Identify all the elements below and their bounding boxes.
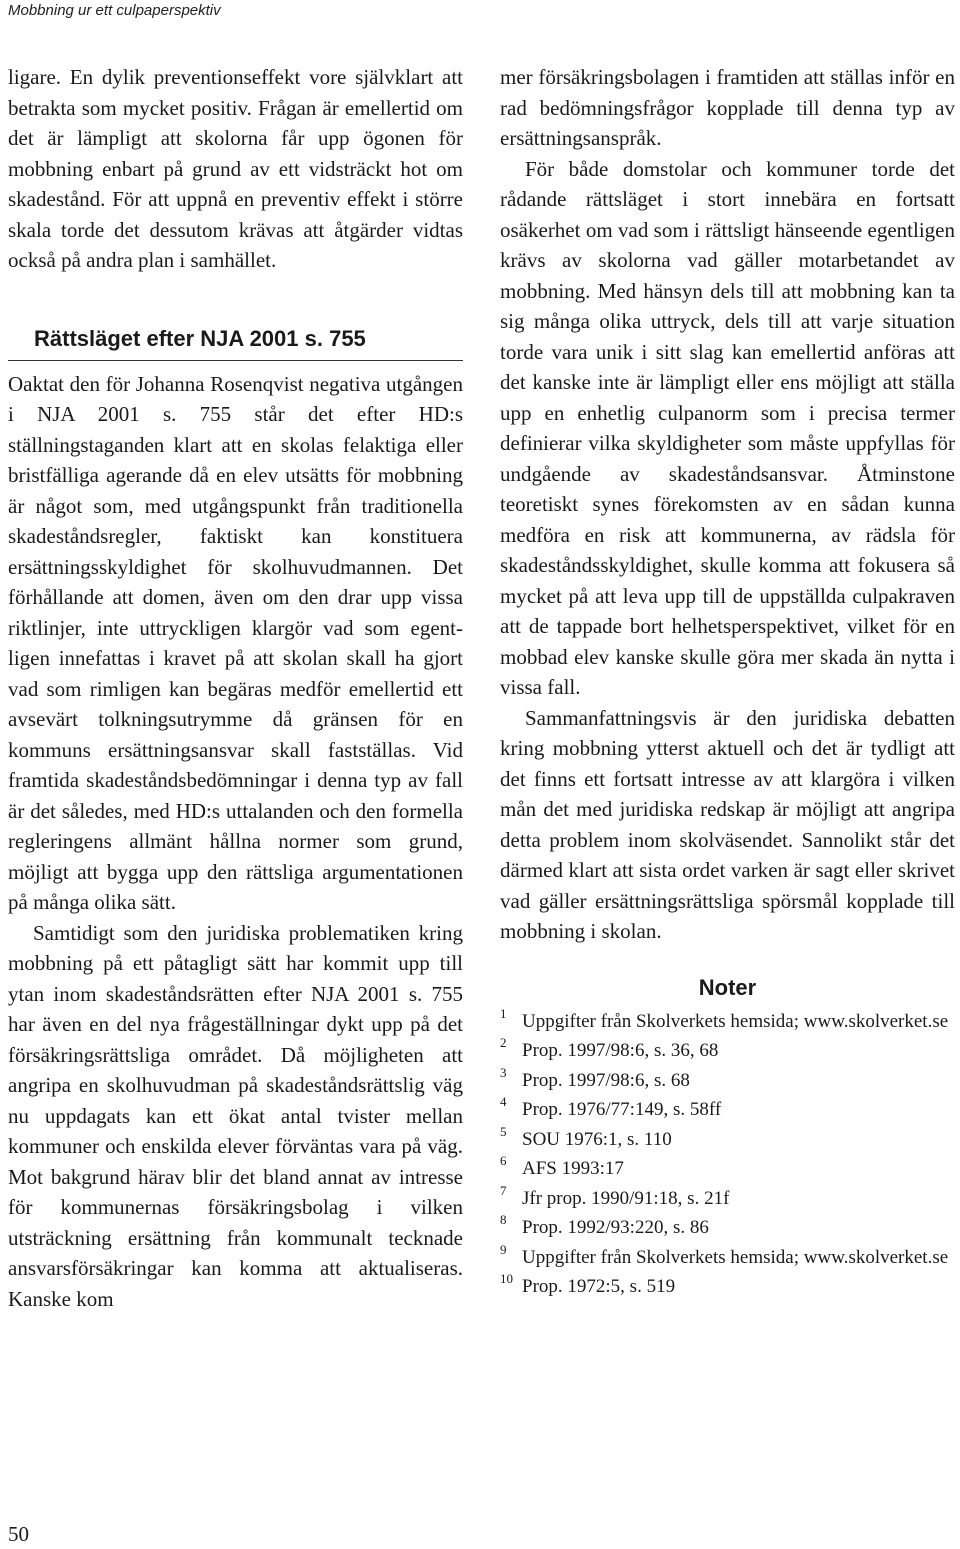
note-item	[500, 1154, 955, 1184]
note-number: 3	[500, 1064, 507, 1080]
note-item	[500, 1184, 955, 1214]
notes-heading: Noter	[698, 974, 757, 1000]
note-item	[500, 1095, 955, 1125]
left-column	[8, 62, 463, 1314]
note-item	[500, 1066, 955, 1096]
right-column	[500, 62, 955, 1302]
section-heading: Rättsläget efter NJA 2001 s. 755	[8, 324, 463, 361]
note-number: 7	[500, 1182, 507, 1198]
note-item	[500, 1036, 955, 1066]
note-number: 6	[500, 1153, 507, 1168]
note-number: 4	[500, 1094, 507, 1109]
note-text: Prop. 1992/93:220, s. 86	[522, 1217, 709, 1238]
note-number: 1	[500, 1005, 507, 1021]
note-text: Prop. 1997/98:6, s. 68	[522, 1069, 690, 1091]
running-title: Mobbning ur ett culpaperspektiv	[8, 2, 221, 19]
note-text: Prop. 1997/98:6, s. 36, 68	[522, 1040, 719, 1061]
note-item	[500, 1007, 955, 1037]
note-item	[500, 1243, 955, 1273]
note-text: Prop. 1972:5, s. 519	[522, 1276, 676, 1297]
note-number: 9	[500, 1241, 507, 1257]
note-text: Jfr prop. 1990/91:18, s. 21f	[522, 1187, 730, 1209]
body-paragraph: För både domstolar och kommuner torde det rådande rättsläget i stort innebära en fortsatt osäkerhet om vad som i rättsligt hänseende egentligen krävs av skolorna vad gäller motarbetandet av mobbning. Med hänsyn dels till att mobbning kan ta sig många olika uttryck, dels till att varje situation torde vara unik i sitt slag kan emellertid anföras att det kanske inte är lämpligt eller ens möjligt att ställa upp en enhetlig culpanorm som i precisa termer definierar vilka skyldigheter som måste uppfyllas för undgående av skadeståndsansvar. Åtminstone teoretiskt synes förekomsten av en sådan kunna medföra en risk att kommunerna, av rädsla för skadeståndsskyldighet, skulle komma att fokusera så mycket på att leva upp till de uppställda culpakraven att de tappade bort helhetsperspektivet, vilket för en mobbad elev kanske skulle göra mer skada än nytta i vissa fall.	[500, 156, 955, 699]
notes-list	[500, 1007, 955, 1302]
note-number: 8	[500, 1212, 507, 1227]
note-number: 5	[500, 1123, 507, 1139]
body-paragraph: ligare. En dylik preventionseffekt vore självklart att betrakta som mycket positiv. Frågan är emellertid om det är lämpligt att skolorna får upp ögonen för mobbning enbart på grund av ett vidsträckt hot om skadestånd. För att uppnå en preventiv effekt i större skala torde det dessutom krävas att åtgärder vidtas också på andra plan i samhället.	[8, 65, 463, 272]
body-paragraph: Oaktat den för Johanna Rosenqvist negativa utgången i NJA 2001 s. 755 står det efter HD:s ställningstaganden klart att en skolas felaktiga eller bristfälliga agerande då en elev utsätts för mobbning är något som, med utgångspunkt från traditionella skadeståndsregler, faktiskt kan konstituera ersättningsskyldighet för skolhuvudmannen. Det förhållande att domen, även om den drar upp vissa riktlinjer, inte uttryckligen klargör vad som egentligen innefattas i kravet på att skolan skall ha gjort vad som rimligen kan begäras medför emellertid ett avsevärt tolkningsutrymme då gränsen för en kommuns ersättningsansvar skall fastställas. Vid framtida skadeståndsbedömningar i denna typ av fall är det således, med HD:s uttalanden och den formella regleringens allmänt hållna normer som grund, möjligt att bygga upp den rättsliga argumentationen på många olika sätt.	[8, 371, 463, 914]
body-paragraph: mer försäkringsbolagen i framtiden att ställas inför en rad bedömningsfrågor kopplade till denna typ av ersättningsanspråk.	[500, 65, 955, 150]
note-number: 2	[500, 1035, 507, 1050]
note-text: SOU 1976:1, s. 110	[522, 1128, 672, 1150]
note-item	[500, 1125, 955, 1155]
note-item	[500, 1213, 955, 1243]
note-text: Uppgifter från Skolverkets hemsida; www.skolverket.se	[522, 1010, 949, 1032]
note-text: Prop. 1976/77:149, s. 58ff	[522, 1099, 722, 1120]
note-number: 10	[500, 1271, 513, 1286]
note-text: AFS 1993:17	[522, 1158, 624, 1179]
body-paragraph: Sammanfattningsvis är den juridiska debatten kring mobbning ytterst aktuell och det är tydligt att det finns ett fortsatt intresse av att klargöra i vilken mån det med juridiska redskap är möjligt att angripa detta problem inom skolväsendet. Sannolikt står det därmed klart att sista ordet varken är sagt eller skrivet vad gäller ersättningsrättsliga spörsmål kopplade till mobbning i skolan.	[500, 705, 955, 943]
body-paragraph: Samtidigt som den juridiska problematiken kring mobbning på ett påtagligt sätt har kommit upp till ytan inom skadeståndsrätten efter NJA 2001 s. 755 har även en del nya frågeställningar dykt upp på det försäkringsrättsliga området. Då möjligheten att angripa en skolhuvudman på skadeståndsrättslig väg nu uppdagats kan ett ökat antal tvister mellan kommuner och enskilda elever förväntas vara på väg. Mot bakgrund härav blir det bland annat av intresse för kommunernas försäkringsbolag i vilken utsträckning ersättning från kommunalt tecknade ansvarsförsäkringar kan komma att aktualiseras. Kanske kom	[8, 920, 463, 1311]
note-text: Uppgifter från Skolverkets hemsida; www.skolverket.se	[522, 1246, 949, 1268]
page-number: 50	[8, 1522, 29, 1546]
note-item	[500, 1272, 955, 1302]
